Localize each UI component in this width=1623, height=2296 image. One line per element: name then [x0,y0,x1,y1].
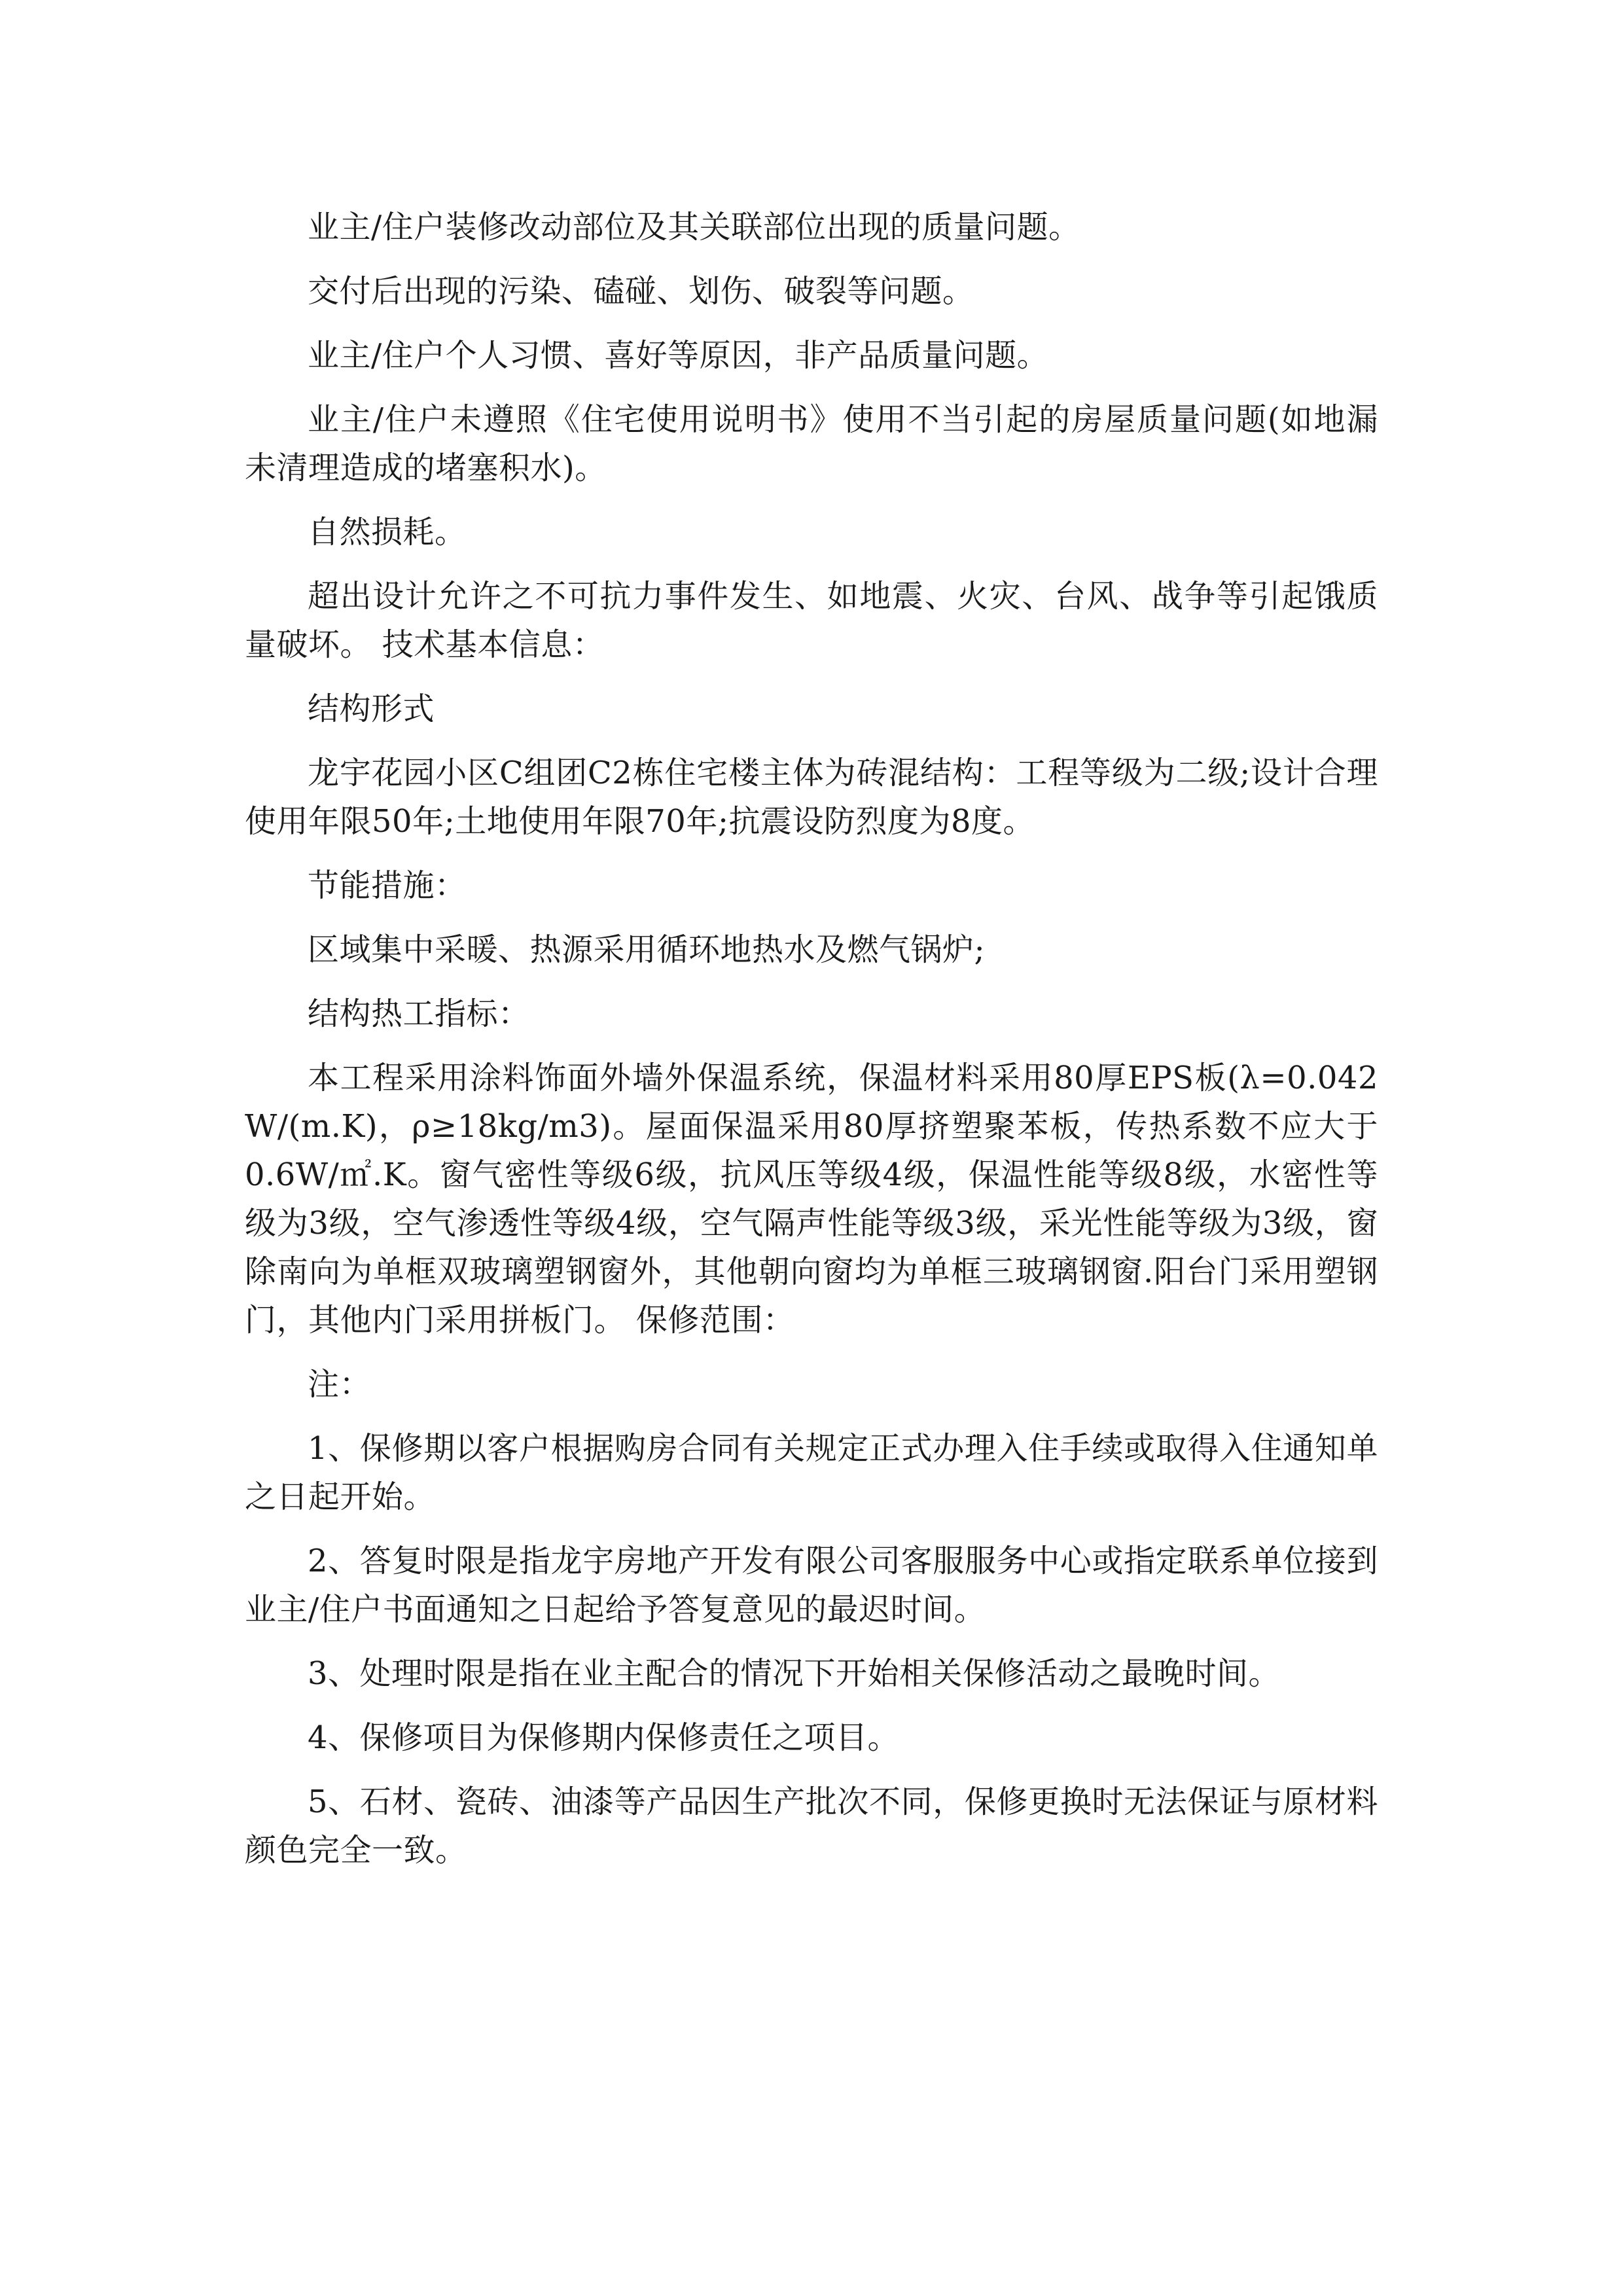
section-heading: 结构热工指标： [308,996,530,1032]
paragraph: 自然损耗。 [308,514,467,550]
section-heading: 节能措施： [308,867,467,904]
paragraph: 本工程采用涂料饰面外墙外保温系统，保温材料采用80厚EPS板(λ=0.042W/(m.K)，ρ≥18kg/m3)。屋面保温采用80厚挤塑聚苯板，传热系数不应大于0.6W/㎡.K。窗气密性等级6级，抗风压等级4级，保温性能等级8级，水密性等级为3级，空气渗透性等级4级，空气隔声性能等级3级，采光性能等级为3级，窗除南向为单框双玻璃塑钢窗外，其他朝向窗均为单框三玻璃钢窗.阳台门采用塑钢门，其他内门采用拼板门。 保修范围： [245,1060,1378,1338]
note-item: 3、处理时限是指在业主配合的情况下开始相关保修活动之最晚时间。 [308,1655,1281,1692]
paragraph: 业主/住户装修改动部位及其关联部位出现的质量问题。 [308,209,1080,245]
section-heading: 结构形式 [308,691,435,727]
paragraph: 业主/住户个人习惯、喜好等原因，非产品质量问题。 [308,337,1049,374]
note-item: 4、保修项目为保修期内保修责任之项目。 [308,1719,900,1756]
paragraph: 交付后出现的污染、磕碰、划伤、破裂等问题。 [308,273,974,310]
paragraph: 超出设计允许之不可抗力事件发生、如地震、火灾、台风、战争等引起饿质量破坏。 技术基本信息： [245,578,1378,663]
note-item: 2、答复时限是指龙宇房地产开发有限公司客服服务中心或指定联系单位接到业主/住户书面通知之日起给予答复意见的最迟时间。 [245,1543,1378,1628]
note-heading: 注： [308,1366,372,1403]
document-page [245,203,1378,1890]
paragraph: 区域集中采暖、热源采用循环地热水及燃气锅炉; [308,931,986,968]
note-item: 5、石材、瓷砖、油漆等产品因生产批次不同，保修更换时无法保证与原材料颜色完全一致。 [245,1784,1378,1869]
note-item: 1、保修期以客户根据购房合同有关规定正式办理入住手续或取得入住通知单之日起开始。 [245,1430,1378,1515]
paragraph: 龙宇花园小区C组团C2栋住宅楼主体为砖混结构：工程等级为二级;设计合理使用年限50年;土地使用年限70年;抗震设防烈度为8度。 [245,755,1378,840]
paragraph: 业主/住户未遵照《住宅使用说明书》使用不当引起的房屋质量问题(如地漏未清理造成的堵塞积水)。 [245,401,1378,486]
